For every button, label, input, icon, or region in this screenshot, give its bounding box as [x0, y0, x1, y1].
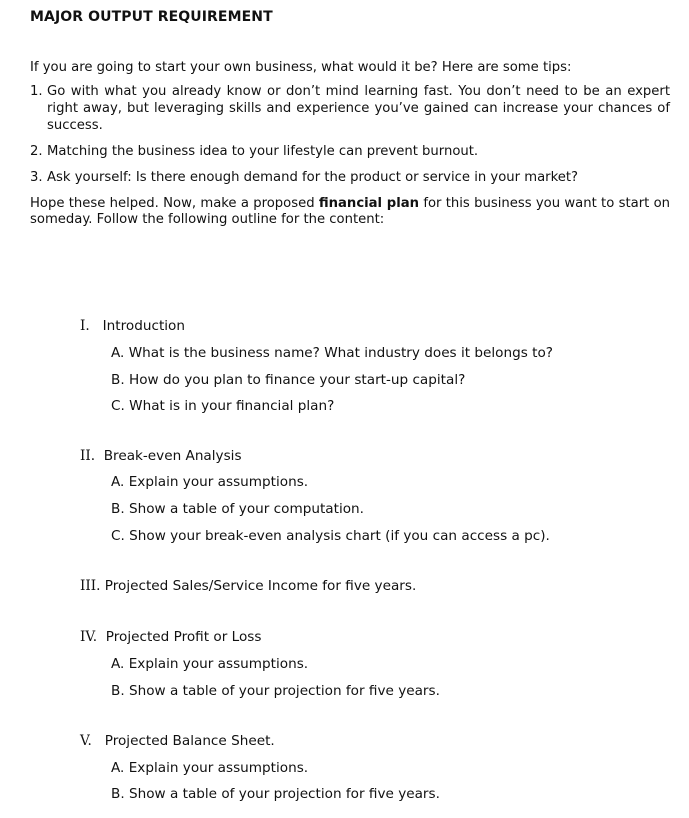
outline-subitem: C. Show your break-even analysis chart (if you can access a pc). [111, 528, 550, 544]
outline-subitem: A. Explain your assumptions. [111, 760, 309, 776]
document-title: MAJOR OUTPUT REQUIREMENT [30, 9, 273, 25]
tip-text: Matching the business idea to your lifestyle can prevent burnout. [47, 144, 479, 159]
intro-text: If you are going to start your own business, what would it be? Here are some tips: [30, 60, 572, 75]
outline-subitem: A. Explain your assumptions. [111, 474, 309, 490]
tip-item [30, 143, 670, 160]
tip-number: 1. [30, 84, 43, 99]
roman-numeral: I. [80, 318, 90, 334]
closing-text: Hope these helped. Now, make a proposed [30, 196, 319, 211]
outline-subitem: B. How do you plan to finance your start-up capital? [111, 372, 466, 388]
outline-subitem: B. Show a table of your projection for five years. [111, 683, 440, 699]
outline-subitem: A. What is the business name? What industry does it belongs to? [111, 345, 553, 361]
section-label: Introduction [102, 318, 185, 334]
outline-section-heading [80, 448, 242, 464]
outline-section-heading [80, 629, 261, 645]
section-label: Break-even Analysis [103, 448, 242, 464]
tip-number: 3. [30, 170, 43, 185]
tip-item [30, 169, 670, 186]
outline-subitem: C. What is in your financial plan? [111, 398, 335, 414]
roman-numeral: V. [80, 733, 92, 749]
roman-numeral: IV. [80, 629, 98, 645]
tip-text: Go with what you already know or don’t mind learning fast. You don’t need to be an expert right away, but leveraging skills and experience you’ve gained can increase your chances of success. [47, 84, 670, 133]
section-label: Projected Profit or Loss [105, 629, 262, 645]
section-label: Projected Balance Sheet. [104, 733, 275, 749]
outline-subitem: B. Show a table of your projection for five years. [111, 786, 440, 802]
outline-section-heading [80, 733, 275, 749]
roman-numeral: III. [80, 578, 101, 594]
outline-section-heading [80, 578, 416, 594]
roman-numeral: II. [80, 448, 96, 464]
tip-text: Ask yourself: Is there enough demand for the product or service in your market? [47, 170, 579, 185]
section-label: Projected Sales/Service Income for five years. [104, 578, 417, 594]
closing-text: for this business you want to start on someday. Follow the following outline for the content: [30, 196, 671, 227]
tip-number: 2. [30, 144, 43, 159]
financial-plan-emphasis: financial plan [318, 196, 420, 211]
tips-list [30, 83, 670, 186]
tip-item [30, 83, 670, 134]
outline-subitem: A. Explain your assumptions. [111, 656, 309, 672]
outline-section-heading [80, 318, 185, 334]
outline-subitem: B. Show a table of your computation. [111, 501, 364, 517]
closing-paragraph [30, 196, 670, 228]
